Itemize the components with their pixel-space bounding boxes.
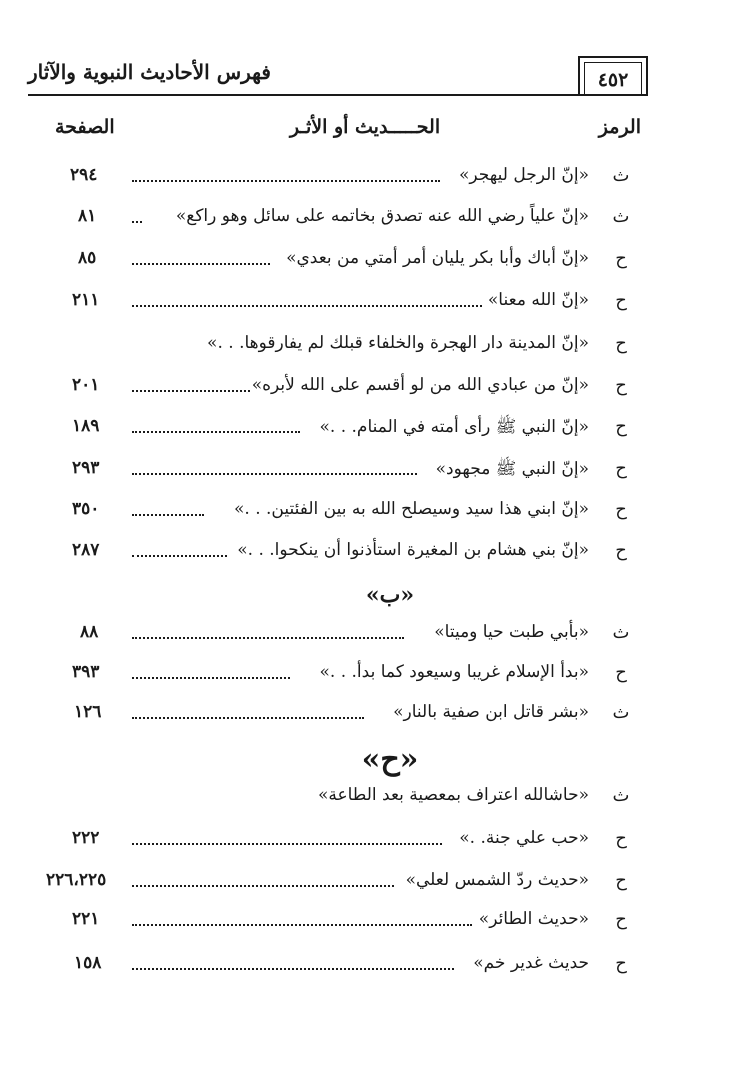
dot-leader bbox=[132, 555, 227, 557]
entry-text: «بدأ الإسلام غريبا وسيعود كما بدأ. . .» bbox=[319, 662, 589, 682]
section-letter-ba: «ب» bbox=[365, 582, 415, 608]
entry-text: «إنّ علياً رضي الله عنه تصدق بخاتمه على سائل وهو راكع» bbox=[175, 206, 589, 226]
index-entry bbox=[0, 375, 741, 409]
dot-leader bbox=[132, 968, 454, 970]
entry-code: ح bbox=[615, 870, 627, 891]
entry-page: ٢٢١ bbox=[72, 909, 100, 929]
entry-code: ح bbox=[615, 499, 627, 520]
index-entry bbox=[0, 165, 741, 199]
entry-code: ح bbox=[615, 828, 627, 849]
entry-page: ٢٩٤ bbox=[70, 165, 98, 185]
entry-code: ح bbox=[615, 662, 627, 683]
header-rule bbox=[28, 94, 648, 96]
index-entry bbox=[0, 785, 741, 819]
entry-code: ح bbox=[615, 290, 627, 311]
dot-leader bbox=[132, 221, 142, 223]
index-entry bbox=[0, 290, 741, 324]
entry-page: ٨١ bbox=[78, 206, 97, 226]
running-header-title: فهرس الأحاديث النبوية والآثار bbox=[28, 60, 271, 84]
entry-page: ٢٢٢ bbox=[72, 828, 100, 848]
entry-text: «إنّ أباك وأبا بكر يليان أمر أمتي من بعدي» bbox=[286, 248, 589, 268]
entry-code: ح bbox=[615, 953, 627, 974]
entry-page: ٣٥٠ bbox=[72, 499, 100, 519]
entry-text: «إنّ النبي ﷺ رأى أمته في المنام. . .» bbox=[319, 417, 589, 437]
entry-code: ح bbox=[615, 458, 627, 479]
index-entry bbox=[0, 499, 741, 533]
entry-page: ٢٢٦،٢٢٥ bbox=[46, 870, 107, 890]
section-letter-ha: «ح» bbox=[361, 742, 419, 777]
entry-code: ح bbox=[615, 248, 627, 269]
entry-page: ١٨٩ bbox=[72, 416, 100, 436]
dot-leader bbox=[132, 305, 482, 307]
index-entry bbox=[0, 909, 741, 943]
entry-code: ث bbox=[612, 206, 630, 227]
index-entry bbox=[0, 333, 741, 367]
dot-leader bbox=[132, 473, 417, 475]
index-entry bbox=[0, 458, 741, 492]
entry-page: ٢٨٧ bbox=[72, 540, 100, 560]
entry-page: ٨٥ bbox=[78, 248, 97, 268]
dot-leader bbox=[132, 885, 394, 887]
entry-code: ث bbox=[612, 622, 630, 643]
entry-page: ٢٠١ bbox=[72, 375, 100, 395]
entry-page: ٣٩٣ bbox=[72, 662, 100, 682]
index-entry bbox=[0, 828, 741, 862]
index-entry bbox=[0, 870, 741, 904]
column-header-page: الصفحة bbox=[55, 116, 115, 138]
entry-code: ح bbox=[615, 333, 627, 354]
entry-text: «إنّ الرجل ليهجر» bbox=[459, 165, 589, 185]
entry-page: ١٥٨ bbox=[74, 953, 102, 973]
entry-text: حديث غدير خم» bbox=[473, 953, 589, 973]
entry-text: «إنّ بني هشام بن المغيرة استأذنوا أن ينكحوا. . .» bbox=[237, 540, 589, 560]
entry-text: «بشر قاتل ابن صفية بالنار» bbox=[393, 702, 589, 722]
index-entry bbox=[0, 248, 741, 282]
dot-leader bbox=[132, 431, 300, 433]
entry-text: «حاشالله اعتراف بمعصية بعد الطاعة» bbox=[317, 785, 589, 805]
dot-leader bbox=[132, 924, 472, 926]
dot-leader bbox=[132, 717, 364, 719]
entry-code: ح bbox=[615, 375, 627, 396]
entry-page: ١٢٦ bbox=[74, 702, 102, 722]
column-header-text: الحـــــديث أو الأثـر bbox=[289, 116, 441, 138]
dot-leader bbox=[132, 677, 290, 679]
dot-leader bbox=[132, 180, 440, 182]
page-number-box bbox=[578, 56, 648, 96]
entry-text: «إنّ من عبادي الله من لو أقسم على الله لأبره» bbox=[251, 375, 589, 395]
index-entry bbox=[0, 953, 741, 987]
entry-text: «حب علي جنة. .» bbox=[459, 828, 589, 848]
entry-page: ٢١١ bbox=[72, 290, 100, 310]
index-entry bbox=[0, 416, 741, 450]
dot-leader bbox=[132, 263, 270, 265]
entry-code: ح bbox=[615, 416, 627, 437]
dot-leader bbox=[132, 637, 404, 639]
index-entry bbox=[0, 540, 741, 574]
entry-text: «إنّ الله معنا» bbox=[487, 290, 589, 310]
entry-text: «إنّ المدينة دار الهجرة والخلفاء قبلك لم يفارقوها. . .» bbox=[207, 333, 589, 353]
index-entry bbox=[0, 622, 741, 656]
entry-page: ٢٩٣ bbox=[72, 458, 100, 478]
entry-page: ٨٨ bbox=[80, 622, 99, 642]
entry-text: «حديث ردّ الشمس لعلي» bbox=[405, 870, 589, 890]
index-entry bbox=[0, 702, 741, 736]
entry-text: «بأبي طبت حيا وميتا» bbox=[434, 622, 589, 642]
index-entry bbox=[0, 206, 741, 240]
entry-code: ث bbox=[612, 702, 630, 723]
dot-leader bbox=[132, 843, 442, 845]
column-header-code: الرمز bbox=[598, 116, 641, 138]
entry-code: ث bbox=[612, 785, 630, 806]
dot-leader bbox=[132, 514, 204, 516]
entry-code: ح bbox=[615, 909, 627, 930]
index-entry bbox=[0, 662, 741, 696]
dot-leader bbox=[132, 390, 250, 392]
entry-text: «إنّ النبي ﷺ مجهود» bbox=[435, 459, 589, 479]
entry-text: «حديث الطائر» bbox=[478, 909, 589, 929]
entry-code: ث bbox=[612, 165, 630, 186]
entry-text: «إنّ ابني هذا سيد وسيصلح الله به بين الفئتين. . .» bbox=[234, 499, 589, 519]
page-number: ٤٥٢ bbox=[584, 62, 642, 96]
entry-code: ح bbox=[615, 540, 627, 561]
